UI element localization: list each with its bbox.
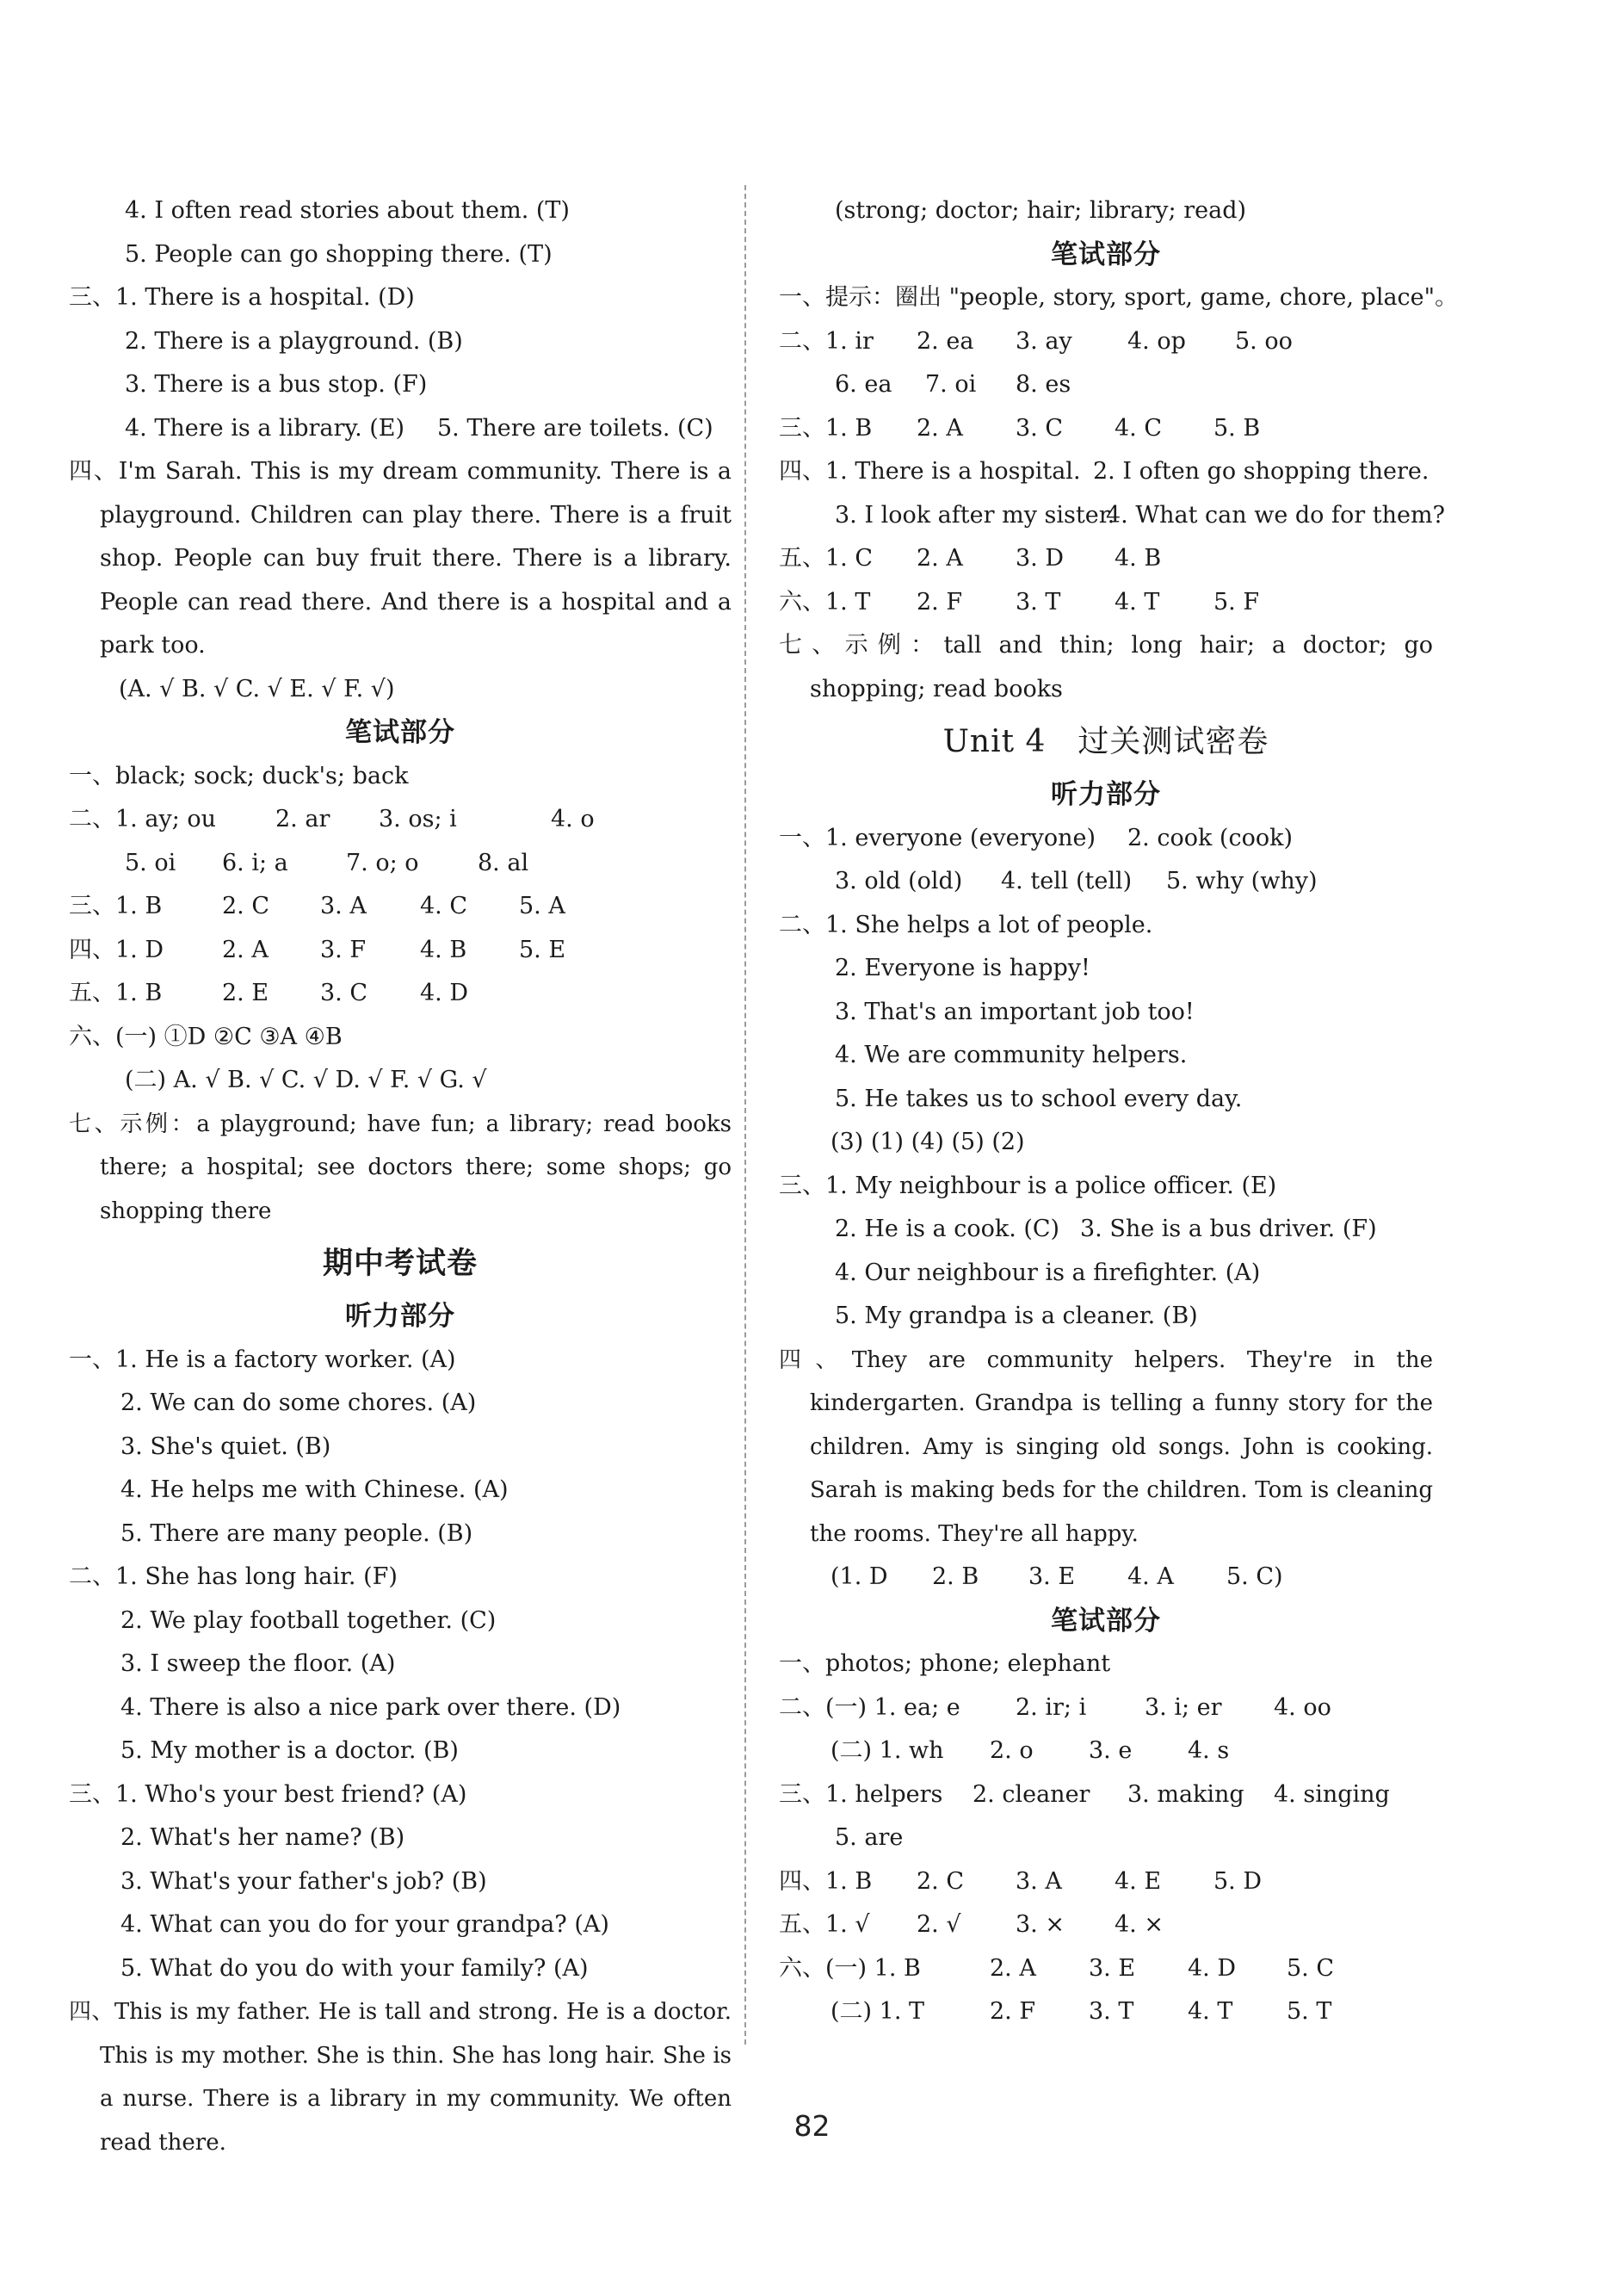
- answer-line: [69, 972, 732, 1016]
- answer-text: 2. Everyone is happy!: [835, 955, 1090, 981]
- answer-text: 4. C: [420, 893, 468, 919]
- answer-text: 4. I often read stories about them. (T): [125, 197, 570, 224]
- answer-text: 2. C: [222, 893, 270, 919]
- answer-line: [69, 1860, 732, 1904]
- section-title: 期中考试卷: [322, 1246, 478, 1281]
- answer-text: 6. i; a: [222, 849, 288, 876]
- answer-text: 4. ×: [1115, 1911, 1164, 1938]
- answer-line: [779, 1816, 1433, 1860]
- answer-line: [779, 1947, 1433, 1991]
- answer-line: [69, 320, 732, 364]
- answer-text: 一、1. He is a factory worker. (A): [69, 1346, 456, 1373]
- section-heading: 笔试部分: [1051, 1605, 1161, 1637]
- answer-line: [779, 1295, 1433, 1339]
- answer-text: 六、(一) 1. B: [779, 1954, 921, 1982]
- answer-text: 2. F: [917, 588, 963, 616]
- section-heading: 听力部分: [1051, 779, 1161, 810]
- answer-text: 3. T: [1089, 1998, 1134, 2025]
- answer-text: 2. A: [990, 1954, 1036, 1982]
- answer-line: [779, 581, 1433, 625]
- answer-text: 2. cleaner: [973, 1780, 1090, 1808]
- answer-text: 5. C: [1287, 1954, 1335, 1982]
- answer-text: 4. E: [1115, 1867, 1162, 1895]
- answer-line: [779, 494, 1446, 538]
- answer-text: 4. There is also a nice park over there. (D): [120, 1693, 621, 1721]
- answer-line: [69, 1643, 732, 1686]
- answer-text: 4. B: [420, 936, 467, 963]
- answer-text: 8. al: [478, 849, 529, 876]
- answer-text: 2. We can do some chores. (A): [120, 1389, 477, 1416]
- answer-text: 4. What can we do for them?: [1106, 501, 1446, 529]
- answer-text: 2. ir; i: [1016, 1693, 1087, 1721]
- answer-line: [69, 1469, 732, 1513]
- answer-text: 5. He takes us to school every day.: [835, 1085, 1243, 1112]
- answer-text: (二) 1. T: [831, 1998, 925, 2025]
- answer-text: 2. √: [917, 1911, 961, 1938]
- answer-line: [779, 276, 1459, 320]
- answer-text: 4. A: [1127, 1563, 1174, 1590]
- answer-text: 6. ea: [835, 371, 892, 398]
- answer-text: 3. E: [1028, 1563, 1076, 1590]
- answer-line: [69, 276, 732, 320]
- answer-text: 六、(一) ①D ②C ③A ④B: [69, 1023, 343, 1050]
- answer-line: [779, 1121, 1433, 1165]
- answer-line: [69, 233, 732, 277]
- answer-text: 3. She's quiet. (B): [120, 1433, 331, 1460]
- answer-text: 二、1. She has long hair. (F): [69, 1563, 398, 1590]
- answer-text: 2. F: [990, 1998, 1036, 2025]
- answer-line: [69, 1903, 732, 1947]
- answer-line: [779, 363, 1433, 407]
- answer-text: 三、1. My neighbour is a police officer. (E): [779, 1172, 1277, 1199]
- answer-text: 4. T: [1188, 1998, 1233, 2025]
- answer-text: 一、提示：圈出 "people, story, sport, game, chore, place"。: [779, 284, 1459, 311]
- answer-text: 2. He is a cook. (C): [835, 1216, 1060, 1242]
- answer-paragraph: 四、I'm Sarah. This is my dream community. There is a playground. Children can play there. There is a fruit shop. People can buy fruit there. There is a library. People can read there. And there is a hospital and a park too.: [69, 458, 732, 659]
- answer-text: 3. That's an important job too!: [835, 998, 1195, 1025]
- answer-line: [69, 842, 732, 886]
- answer-line: [69, 1513, 732, 1556]
- answer-text: 5. oo: [1235, 327, 1293, 355]
- answer-text: 3. She is a bus driver. (F): [1080, 1216, 1377, 1242]
- answer-text: (A. √ B. √ C. √ E. √ F. √): [119, 675, 395, 702]
- answer-text: 2. A: [222, 936, 269, 963]
- answer-text: 3. os; i: [379, 806, 457, 832]
- answer-text: 2. What's her name? (B): [120, 1824, 405, 1851]
- column-divider: [744, 185, 746, 2045]
- section-heading: 笔试部分: [345, 717, 455, 748]
- answer-text: 3. C: [320, 980, 368, 1006]
- answer-line: [779, 1208, 1433, 1252]
- answer-line: [779, 537, 1433, 581]
- answer-line: [779, 189, 1433, 233]
- answer-line: [779, 1078, 1433, 1122]
- answer-text: (1. D: [831, 1563, 888, 1590]
- answer-text: 5. People can go shopping there. (T): [125, 240, 553, 268]
- answer-text: 2. We play football together. (C): [120, 1606, 497, 1634]
- answer-line: [779, 1165, 1433, 1209]
- answer-text: 2. A: [917, 414, 963, 442]
- answer-text: 4. B: [1115, 545, 1162, 572]
- answer-text: 四、1. There is a hospital.: [779, 458, 1081, 485]
- answer-text: 4. C: [1115, 414, 1163, 442]
- answer-text: (二) 1. wh: [831, 1737, 944, 1764]
- answer-text: 5. B: [1213, 414, 1261, 442]
- answer-line: [779, 1686, 1433, 1730]
- answer-text: 5. What do you do with your family? (A): [120, 1954, 589, 1982]
- answer-line: [779, 1556, 1433, 1600]
- page-number: 82: [793, 2109, 831, 2143]
- answer-text: 4. Our neighbour is a firefighter. (A): [835, 1259, 1261, 1286]
- answer-text: 4. He helps me with Chinese. (A): [120, 1476, 509, 1503]
- answer-text: 四、1. B: [779, 1867, 873, 1895]
- answer-line: [779, 407, 1433, 451]
- answer-paragraph: 七、示例：tall and thin; long hair; a doctor; go shopping; read books: [779, 632, 1433, 702]
- answer-text: 4. op: [1127, 327, 1186, 355]
- answer-line: [779, 860, 1433, 904]
- answer-text: 3. ay: [1016, 327, 1072, 355]
- answer-text: 3. C: [1016, 414, 1064, 442]
- answer-text: 4. What can you do for your grandpa? (A): [120, 1911, 609, 1938]
- section-heading: 听力部分: [345, 1301, 455, 1332]
- answer-line: [69, 755, 732, 799]
- answer-line: [69, 1947, 732, 1991]
- answer-paragraph: 四、They are community helpers. They're in the kindergarten. Grandpa is telling a funny story for the children. Amy is singing old songs. John is cooking. Sarah is making beds for the children. Tom is cleaning the rooms. They're all happy.: [779, 1346, 1433, 1547]
- answer-line: [69, 1016, 732, 1060]
- answer-text: 2. A: [917, 545, 963, 572]
- answer-text: (3) (1) (4) (5) (2): [831, 1129, 1025, 1155]
- answer-line: [69, 407, 732, 451]
- answer-text: (strong; doctor; hair; library; read): [835, 197, 1247, 224]
- answer-text: 三、1. Who's your best friend? (A): [69, 1780, 467, 1808]
- answer-text: 2. E: [222, 980, 269, 1006]
- answer-text: 3. A: [320, 893, 367, 919]
- answer-paragraph: 七、示例：a playground; have fun; a library; read books there; a hospital; see doctors there; some shops; go shopping there: [69, 1111, 732, 1224]
- answer-text: 3. ×: [1016, 1911, 1065, 1938]
- answer-line: [69, 798, 732, 842]
- answer-line: [69, 1382, 732, 1426]
- answer-text: 3. There is a bus stop. (F): [125, 371, 428, 398]
- answer-text: 三、1. There is a hospital. (D): [69, 284, 415, 311]
- answer-line: [69, 1686, 732, 1730]
- answer-text: 三、1. B: [779, 414, 873, 442]
- answer-line: [69, 1773, 732, 1817]
- answer-text: 5. There are many people. (B): [120, 1519, 473, 1547]
- answer-text: 4. There is a library. (E): [125, 414, 405, 442]
- answer-text: 二、1. ay; ou: [69, 806, 217, 832]
- answer-text: 2. ar: [275, 806, 330, 832]
- answer-line: [779, 991, 1433, 1035]
- answer-text: 3. What's your father's job? (B): [120, 1867, 487, 1895]
- answer-line: [69, 189, 732, 233]
- section-title: Unit 4 过关测试密卷: [942, 724, 1269, 759]
- answer-text: 7. o; o: [346, 849, 419, 876]
- section-heading: 笔试部分: [1051, 238, 1161, 270]
- answer-text: 3. old (old): [835, 868, 963, 894]
- answer-text: 3. I look after my sister.: [835, 501, 1115, 529]
- answer-line: [779, 1730, 1433, 1773]
- answer-line: [69, 929, 732, 973]
- answer-text: 3. E: [1089, 1954, 1136, 1982]
- answer-line: [779, 1252, 1433, 1296]
- answer-text: 2. There is a playground. (B): [125, 327, 463, 355]
- answer-line: [69, 1556, 732, 1600]
- answer-text: 4. s: [1188, 1737, 1230, 1764]
- answer-line: [69, 1816, 732, 1860]
- answer-text: 4. oo: [1274, 1693, 1331, 1721]
- answer-line: [779, 1034, 1433, 1078]
- answer-text: 3. I sweep the floor. (A): [120, 1650, 396, 1677]
- answer-text: 5. T: [1287, 1998, 1332, 2025]
- answer-line: [69, 1730, 732, 1773]
- answer-text: 7. oi: [925, 371, 977, 398]
- answer-line: [779, 1990, 1433, 2034]
- answer-line: [779, 320, 1433, 364]
- answer-text: 2. o: [990, 1737, 1034, 1764]
- answer-text: 4. o: [551, 806, 595, 832]
- answer-line: [69, 885, 732, 929]
- answer-text: 4. singing: [1274, 1780, 1390, 1808]
- answer-line: [779, 1643, 1433, 1686]
- answer-text: 五、1. B: [69, 980, 163, 1006]
- answer-text: 3. e: [1089, 1737, 1133, 1764]
- right-column: [779, 189, 1459, 2034]
- answer-text: 3. making: [1127, 1780, 1244, 1808]
- answer-text: 二、(一) 1. ea; e: [779, 1693, 960, 1721]
- answer-text: 4. We are community helpers.: [835, 1042, 1188, 1068]
- answer-text: 一、black; sock; duck's; back: [69, 762, 409, 789]
- answer-text: 4. T: [1115, 588, 1160, 616]
- answer-text: 2. B: [932, 1563, 979, 1590]
- answer-text: 3. T: [1016, 588, 1061, 616]
- answer-text: 4. D: [1188, 1954, 1236, 1982]
- answer-line: [779, 1773, 1433, 1817]
- answer-line: [779, 450, 1433, 494]
- answer-text: 四、1. D: [69, 936, 164, 963]
- answer-text: 5. C): [1226, 1563, 1283, 1590]
- answer-text: 5. are: [835, 1824, 904, 1851]
- answer-text: 3. A: [1016, 1867, 1062, 1895]
- answer-text: 2. cook (cook): [1127, 824, 1293, 851]
- answer-text: 4. tell (tell): [1001, 868, 1133, 894]
- answer-text: 5. oi: [125, 849, 176, 876]
- answer-text: 2. C: [917, 1867, 965, 1895]
- answer-text: 二、1. ir: [779, 327, 874, 355]
- answer-text: 5. There are toilets. (C): [437, 414, 713, 442]
- answer-text: 五、1. √: [779, 1911, 870, 1938]
- answer-text: 5. My mother is a doctor. (B): [120, 1737, 459, 1764]
- answer-text: 3. i; er: [1145, 1693, 1222, 1721]
- answer-line: [779, 1903, 1433, 1947]
- answer-line: [69, 668, 732, 712]
- answer-text: 五、1. C: [779, 545, 874, 572]
- answer-line: [779, 817, 1433, 861]
- answer-line: [69, 1426, 732, 1470]
- left-column: [69, 189, 732, 2164]
- answer-text: 六、1. T: [779, 588, 871, 616]
- answer-line: [69, 1059, 732, 1103]
- answer-text: 二、1. She helps a lot of people.: [779, 911, 1153, 938]
- answer-text: 一、1. everyone (everyone): [779, 824, 1096, 851]
- answer-line: [779, 947, 1433, 991]
- answer-text: 一、photos; phone; elephant: [779, 1650, 1111, 1677]
- answer-text: 5. why (why): [1166, 868, 1318, 894]
- answer-text: 三、1. helpers: [779, 1780, 943, 1808]
- answer-text: 2. ea: [917, 327, 974, 355]
- answer-paragraph: 四、This is my father. He is tall and strong. He is a doctor. This is my mother. She is thin. She has long hair. She is a nurse. There is a library in my community. We often read there.: [69, 1999, 732, 2156]
- answer-line: [779, 1860, 1433, 1904]
- answer-text: 4. D: [420, 980, 468, 1006]
- answer-text: 3. F: [320, 936, 367, 963]
- answer-text: 5. E: [519, 936, 566, 963]
- answer-line: [69, 363, 732, 407]
- answer-line: [69, 1600, 732, 1643]
- answer-text: 三、1. B: [69, 893, 163, 919]
- answer-text: 5. F: [1213, 588, 1260, 616]
- answer-line: [69, 1339, 732, 1383]
- answer-text: 3. D: [1016, 545, 1064, 572]
- answer-text: 5. A: [519, 893, 565, 919]
- answer-text: 2. I often go shopping there.: [1093, 458, 1429, 485]
- answer-text: (二) A. √ B. √ C. √ D. √ F. √ G. √: [125, 1067, 487, 1093]
- answer-line: [779, 904, 1433, 948]
- answer-text: 5. My grandpa is a cleaner. (B): [835, 1303, 1198, 1329]
- answer-text: 8. es: [1016, 371, 1071, 398]
- answer-text: 5. D: [1213, 1867, 1262, 1895]
